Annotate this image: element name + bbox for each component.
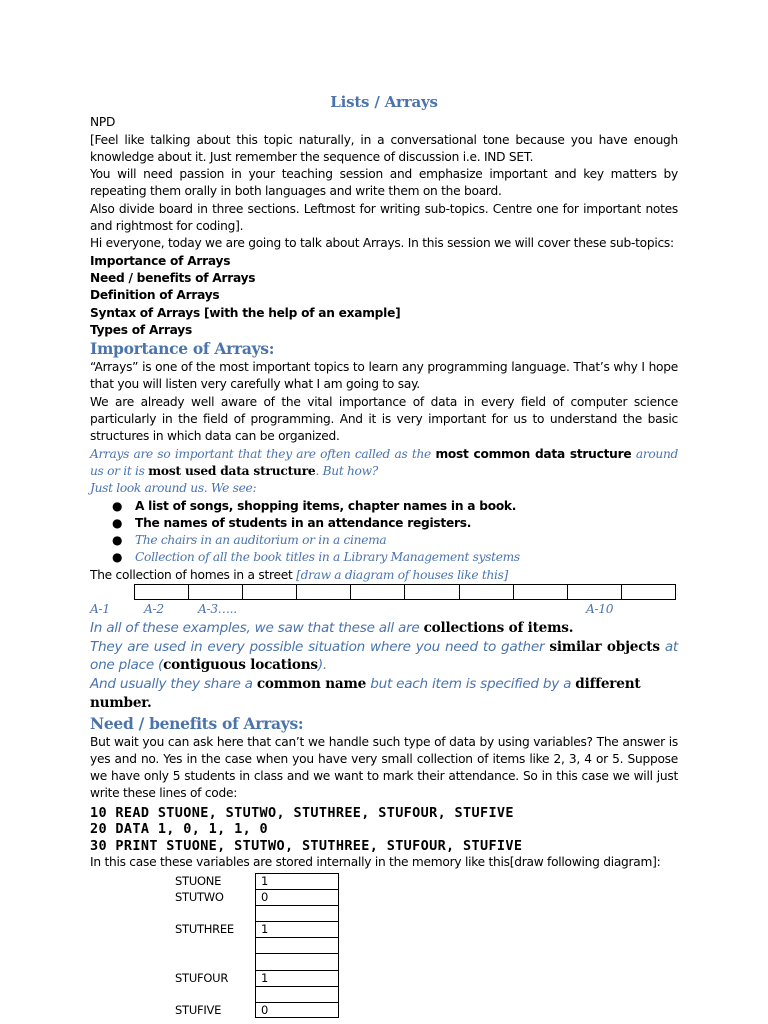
array-label: A-3…..	[198, 602, 237, 617]
memory-row	[175, 1002, 678, 1018]
memory-label: STUTWO	[175, 889, 224, 904]
array-cell	[243, 585, 297, 599]
examples-summary-2	[90, 638, 678, 675]
memory-label: STUONE	[175, 873, 222, 888]
array-label: A-2	[144, 602, 164, 617]
array-cell	[297, 585, 351, 599]
sentence-part: .	[147, 694, 152, 711]
intro-paragraph-1: [Feel like talking about this topic naturally, in a conversational tone because you have enough knowledge about it. Just remember the sequence of discussion i.e. IND SET.	[90, 132, 678, 164]
memory-cell	[255, 905, 339, 921]
sentence-part: or it is	[107, 463, 145, 478]
code-line: 20 DATA 1, 0, 1, 1, 0	[90, 821, 269, 838]
subtopic-item: Syntax of Arrays [with the help of an example]	[90, 305, 401, 320]
list-item: ● The chairs in an auditorium or in a cinema	[90, 532, 678, 549]
subtopic-item: Need / benefits of Arrays	[90, 270, 256, 285]
memory-cell: 0	[255, 889, 339, 905]
examples-list	[90, 498, 678, 567]
sentence-part: around us	[90, 446, 679, 478]
memory-label: STUFIVE	[175, 1003, 222, 1018]
importance-paragraph-2: We are already well aware of the vital importance of data in every field of computer science particularly in the field of programming. And it is very important for us to understand the basic structures in which data can be organized.	[90, 394, 678, 444]
memory-label	[175, 937, 255, 953]
homes-note: [draw a diagram of houses like this]	[296, 567, 509, 582]
look-around-line: Just look around us. We see:	[90, 481, 257, 496]
array-cell	[351, 585, 405, 599]
memory-cell: 1	[255, 873, 339, 889]
array-cell	[405, 585, 459, 599]
array-index-labels	[90, 600, 678, 619]
array-label: A-1	[90, 602, 110, 617]
memory-label: STUFOUR	[175, 970, 229, 985]
examples-summary-3	[90, 675, 678, 712]
memory-row	[175, 953, 678, 969]
sentence-part: different number	[90, 676, 641, 711]
list-item: ● The names of students in an attendance registers.	[90, 515, 678, 532]
sentence-part: And usually they share a	[90, 676, 253, 693]
array-cell	[568, 585, 622, 599]
memory-row	[175, 986, 678, 1002]
memory-cell	[255, 953, 339, 969]
array-cell	[460, 585, 514, 599]
subtopic-item: Definition of Arrays	[90, 288, 220, 303]
memory-row	[175, 889, 678, 905]
memory-label	[175, 986, 255, 1002]
list-item: ● A list of songs, shopping items, chapter names in a book.	[90, 498, 678, 515]
sentence-part: but each item is specified by a	[370, 676, 572, 693]
sentence-part: at one	[90, 638, 678, 674]
document-page	[90, 93, 678, 1018]
array-cell	[135, 585, 189, 599]
bullet-icon: ●	[112, 515, 123, 530]
homes-text: The collection of homes in a street	[90, 567, 293, 582]
memory-row	[175, 905, 678, 921]
intro-paragraph-3: Also divide board in three sections. Leftmost for writing sub-topics. Centre one for important notes and rightmost for coding].	[90, 201, 678, 234]
need-paragraph-1: But wait you can ask here that can’t we handle such type of data by using variables? The answer is yes and no. Yes in the case when you have very small collection of items like 2, 3, 4 or 5. Suppose we have only 5 students in class and we want to mark their attendance. So in this case we will just write these lines of code:	[90, 734, 678, 801]
memory-row	[175, 873, 678, 889]
section-heading-importance: Importance of Arrays:	[90, 339, 275, 359]
memory-row	[175, 921, 678, 937]
sentence-part: contiguous locations	[163, 657, 318, 674]
bullet-icon: ●	[112, 498, 123, 513]
memory-row	[175, 937, 678, 953]
most-common-sentence	[90, 446, 678, 481]
memory-cell	[255, 937, 339, 953]
memory-diagram	[175, 873, 678, 1019]
code-line: 10 READ STUONE, STUTWO, STUTHREE, STUFOUR, STUFIVE	[90, 804, 514, 821]
sentence-part: They are used in every possible situation where you need to gather	[90, 638, 545, 655]
list-item: ● Collection of all the book titles in a Library Management systems	[90, 549, 678, 566]
memory-label	[175, 953, 255, 969]
subtopic-item: Types of Arrays	[90, 322, 192, 337]
array-cell	[622, 585, 675, 599]
memory-label	[175, 905, 255, 921]
array-cell	[189, 585, 243, 599]
homes-line	[90, 567, 678, 584]
sentence-part: Arrays are so important that they are often called as the	[90, 446, 431, 461]
sentence-part: collections of items	[423, 620, 569, 637]
importance-paragraph-1: “Arrays” is one of the most important topics to learn any programming language. That’s why I hope that you will listen very carefully what I am going to say.	[90, 360, 678, 392]
intro-paragraph-2: You will need passion in your teaching session and emphasize important and key matters by repeating them orally in both languages and write them on the board.	[90, 167, 678, 199]
sentence-part: place (	[118, 657, 164, 674]
npd-label: NPD	[90, 115, 116, 130]
sentence-part: most common data structure	[435, 446, 632, 461]
need-paragraph-2: In this case these variables are stored internally in the memory like this[draw following diagram]:	[90, 855, 661, 870]
subtopic-item: Importance of Arrays	[90, 253, 231, 268]
memory-cell: 1	[255, 921, 339, 937]
code-line: 30 PRINT STUONE, STUTWO, STUTHREE, STUFOUR, STUFIVE	[90, 837, 523, 854]
array-label: A-10	[586, 602, 614, 617]
memory-label: STUTHREE	[175, 922, 234, 937]
sentence-part: common name	[256, 676, 367, 693]
memory-cell: 0	[255, 1002, 339, 1018]
sentence-part: . But how?	[315, 463, 378, 478]
intro-paragraph-4: Hi everyone, today we are going to talk about Arrays. In this session we will cover these sub-topics:	[90, 236, 674, 251]
array-diagram	[134, 584, 676, 600]
section-heading-need: Need / benefits of Arrays:	[90, 713, 304, 733]
memory-cell	[255, 986, 339, 1002]
array-cell	[514, 585, 568, 599]
sentence-part: most used data structure	[148, 463, 316, 478]
sentence-part: .	[568, 620, 574, 637]
code-block	[90, 805, 678, 855]
sentence-part: similar objects	[549, 638, 660, 655]
sentence-part: In all of these examples, we saw that these all are	[90, 620, 420, 637]
examples-summary-1	[90, 619, 678, 638]
page-title: Lists / Arrays	[330, 93, 438, 111]
bullet-icon: ●	[112, 533, 123, 548]
memory-cell: 1	[255, 970, 339, 986]
sentence-part: ).	[317, 657, 327, 674]
memory-row	[175, 970, 678, 986]
bullet-icon: ●	[112, 550, 123, 565]
